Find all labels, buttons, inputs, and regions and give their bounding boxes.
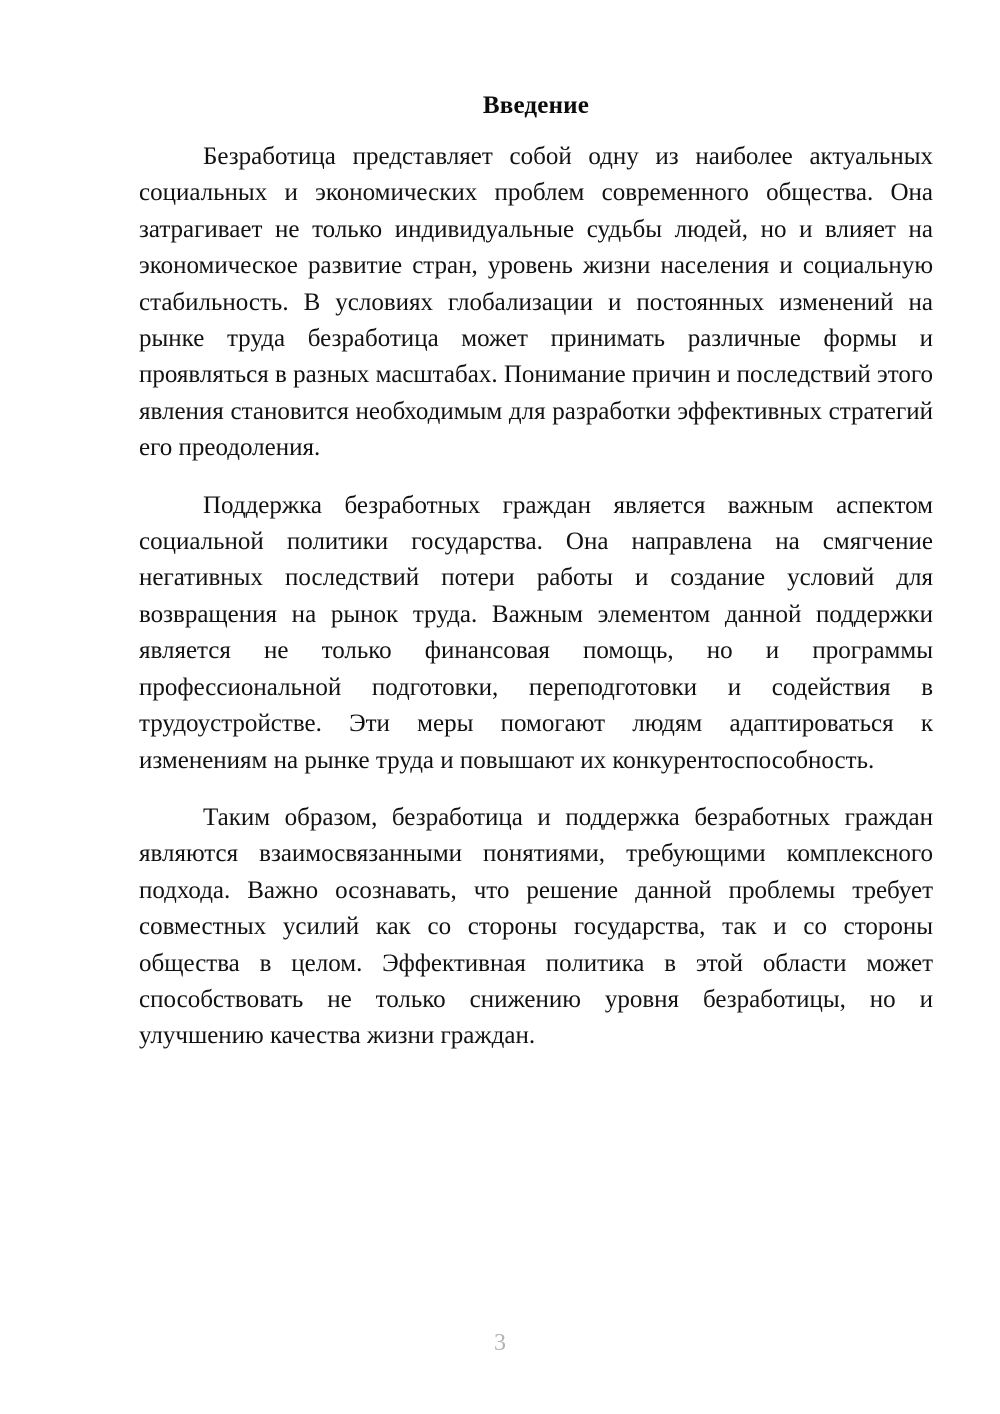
paragraph: Таким образом, безработица и поддержка безработных граждан являются взаимосвязанными понятиями, требующими комплексного подхода. Важно осознавать, что решение данной проблемы требует совместных усилий как со стороны государства, так и со стороны общества в целом. Эффективная политика в этой области может способствовать не только снижению уровня безработицы, но и улучшению качества жизни граждан. (139, 803, 933, 1050)
paragraph: Поддержка безработных граждан является важным аспектом социальной политики государства. Она направлена на смягчение негативных последствий потери работы и создание условий для возвращения на рынок труда. Важным элементом данной поддержки является не только финансовая помощь, но и программы профессиональной подготовки, переподготовки и содействия в трудоустройстве. Эти меры помогают людям адаптироваться к изменениям на рынке труда и повышают их конкурентоспособность. (139, 491, 933, 774)
paragraph: Безработица представляет собой одну из наиболее актуальных социальных и экономических проблем современного общества. Она затрагивает не только индивидуальные судьбы людей, но и влияет на экономическое развитие стран, уровень жизни населения и социальную стабильность. В условиях глобализации и постоянных изменений на рынке труда безработица может принимать различные формы и проявляться в разных масштабах. Понимание причин и последствий этого явления становится необходимым для разработки эффективных стратегий его преодоления. (139, 143, 933, 462)
page-title: Введение (482, 92, 590, 119)
page-number: 3 (494, 1330, 506, 1356)
body-text (139, 139, 933, 1055)
